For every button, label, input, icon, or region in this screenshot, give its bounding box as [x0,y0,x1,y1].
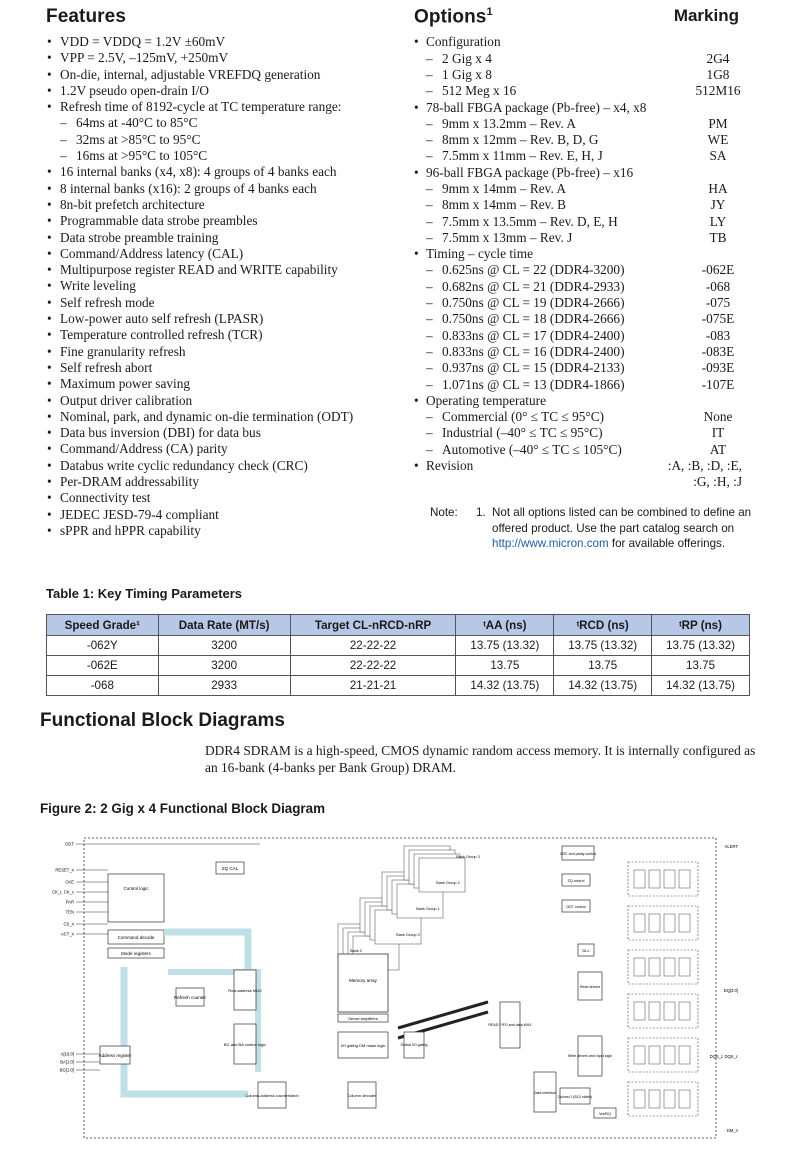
table-header-cell: Data Rate (MT/s) [158,615,290,636]
option-marking: -075 [705,295,731,311]
option-subitem [414,295,744,311]
option-subitem [414,67,744,83]
option-marking [692,34,744,50]
table-header-cell: ᵗRCD (ns) [554,615,652,636]
option-marking [692,393,744,409]
driver-element [634,958,645,976]
option-marking: HA [708,181,728,196]
driver-element [649,1046,660,1064]
table-cell: 13.75 [456,656,554,676]
option-subitem [414,262,744,278]
option-subitem [414,83,744,99]
option-marking: -062E [701,262,735,278]
output-alert: ALERT [724,844,738,849]
table-row [47,656,750,676]
sense-amps-label: Sense amplifiers [348,1016,378,1021]
functional-block-heading: Functional Block Diagrams [40,710,285,731]
input-label: CS_n [63,921,74,927]
memory-array-label: Memory array [349,978,377,983]
note-label: Note: [430,506,458,519]
output-dm: DM_n [726,1128,738,1133]
bg-ba-logic-label: BG and BA control logic [223,1042,267,1047]
option-marking: -068 [705,278,731,294]
features-section [46,6,416,539]
feature-item: • Write leveling [46,278,416,294]
option-marking: LY [709,213,727,229]
table-cell: 13.75 (13.32) [456,636,554,656]
option-text: – Automotive (–40° ≤ TC ≤ 105°C) [442,441,622,457]
feature-item: • Temperature controlled refresh (TCR) [46,327,416,343]
global-io-label: Global I/O gating [400,1043,428,1047]
output-dqs: DQS_t, DQS_c [709,1054,738,1059]
table-cell: 22-22-22 [290,656,456,676]
table-cell: 14.32 (13.75) [652,676,750,696]
key-timing-table [46,614,750,696]
option-text: • 96-ball FBGA package (Pb-free) – x16 [426,164,634,180]
feature-subitem: – 64ms at -40°C to 85°C [46,115,416,131]
table-header-cell: ᵗRP (ns) [652,615,750,636]
option-marking [692,246,744,262]
option-subitem [414,51,744,67]
option-text: – 7.5mm x 13mm – Rev. J [442,229,573,245]
option-item [414,34,744,50]
row-mux-label: Row-address MUX [228,988,262,993]
features-heading: Features [46,6,127,27]
read-fifo-label: READ FIFO and data MUX [488,1023,532,1027]
feature-item: • 8n-bit prefetch architecture [46,197,416,213]
option-marking: 1G8 [706,66,730,82]
driver-element [649,1002,660,1020]
table-header-cell: Speed Grade¹ [47,615,159,636]
write-drivers-label: Write drivers and input logic [567,1054,613,1058]
driver-element [679,1046,690,1064]
option-item [414,458,744,491]
table-title: Table 1: Key Timing Parameters [46,586,243,601]
feature-item: • Fine granularity refresh [46,344,416,360]
option-subitem [414,279,744,295]
table-cell: 13.75 [554,656,652,676]
feature-item: • Databus write cyclic redundancy check (CRC) [46,458,416,474]
option-text: – 0.750ns @ CL = 19 (DDR4-2666) [442,295,625,311]
bank-label: Bank Group 2 [436,881,460,885]
table-cell: 3200 [158,656,290,676]
option-marking: PM [708,115,728,131]
table-header-row [47,615,750,636]
table-cell: -062Y [47,636,159,656]
driver-element [634,870,645,888]
table-cell: 14.32 (13.75) [554,676,652,696]
input-label: PAR [65,899,74,905]
table-cell: 22-22-22 [290,636,456,656]
option-marking: IT [711,425,725,441]
marking-heading: Marking [673,6,739,25]
feature-item: • Connectivity test [46,490,416,506]
option-marking: -083 [705,327,731,343]
input-label: ACT_n [60,931,74,937]
option-text: – 0.833ns @ CL = 17 (DDR4-2400) [442,327,625,343]
feature-item: • Data strobe preamble training [46,230,416,246]
dll-label: DLL [582,948,590,953]
zq-control-label: ZQ control [567,879,585,883]
figure-title: Figure 2: 2 Gig x 4 Functional Block Diagram [40,801,325,816]
options-title-footnote: 1 [486,6,493,18]
input-label: ODT [65,841,74,847]
note-text-tail: for available offerings. [611,537,726,550]
table-body [47,636,750,696]
option-marking: -107E [701,376,735,392]
options-title: Options [414,6,487,28]
read-drivers-label: Read drivers [579,985,601,989]
option-text: – 1 Gig x 8 [442,66,492,82]
option-text: • 78-ball FBGA package (Pb-free) – x4, x8 [426,99,647,115]
table-cell: 21-21-21 [290,676,456,696]
option-text: – 7.5mm x 13.5mm – Rev. D, E, H [442,213,618,229]
input-label: BA[1:0] [60,1059,74,1065]
option-subitem [414,230,744,246]
driver-element [634,1046,645,1064]
table-cell: -068 [47,676,159,696]
option-marking: -083E [701,343,735,359]
column2-label: Column 2 (BC4 nibble) [557,1095,593,1099]
options-note [430,505,770,552]
driver-element [664,914,675,932]
feature-item: • 1.2V pseudo open-drain I/O [46,83,416,99]
note-text-body: Not all options listed can be combined to define an offered product. Use the part catalog search on [492,506,752,535]
input-label: CK_t, CK_c [52,889,74,895]
option-subitem [414,148,744,164]
option-item [414,100,744,116]
zq-cal-label: ZQ CAL [221,866,239,871]
option-text: – Industrial (–40° ≤ TC ≤ 95°C) [442,425,603,441]
option-subitem [414,328,744,344]
option-marking: 2G4 [706,50,730,66]
memory-array-block [338,954,388,1012]
feature-item: • Programmable data strobe preambles [46,213,416,229]
options-heading [414,6,493,28]
feature-item: • 8 internal banks (x16): 2 groups of 4 banks each [46,181,416,197]
table-cell: 13.75 (13.32) [652,636,750,656]
option-subitem [414,214,744,230]
feature-item: • Low-power auto self refresh (LPASR) [46,311,416,327]
option-text: • Operating temperature [426,392,546,408]
option-text: – 1.071ns @ CL = 13 (DDR4-1866) [442,376,625,392]
driver-element [649,870,660,888]
driver-element [634,1090,645,1108]
feature-item: • sPPR and hPPR capability [46,523,416,539]
option-text: • Revision [426,458,474,474]
option-marking: AT [709,441,727,457]
column-counter-label: Column-address counter/latch [245,1093,299,1098]
vref-label: VrefDQ [599,1112,611,1116]
option-text: – 512 Meg x 16 [442,83,517,99]
control-logic-label: Control logic [123,886,149,891]
feature-item: • Command/Address latency (CAL) [46,246,416,262]
option-marking [692,100,744,116]
data-interface-label: Data interface [533,1091,557,1095]
option-marking [692,165,744,181]
refresh-counter-label: Refresh counter [173,995,207,1000]
column-decoder-label: Column decoder [347,1093,377,1098]
feature-subitem: – 16ms at >95°C to 105°C [46,148,416,164]
input-label: A[16:0] [60,1051,74,1057]
option-subitem [414,344,744,360]
driver-element [664,1046,675,1064]
table-cell: 3200 [158,636,290,656]
option-marking: :A, :B, :D, :E, :G, :H, :J [667,458,742,490]
option-subitem [414,377,744,393]
option-marking: -075E [701,311,735,327]
feature-item: • Command/Address (CA) parity [46,441,416,457]
note-number: 1. [476,506,486,519]
driver-element [679,958,690,976]
option-text: – 2 Gig x 4 [442,50,492,66]
functional-description: DDR4 SDRAM is a high-speed, CMOS dynamic random access memory. It is internally configured as an 16-bank (4-banks per Bank Group) DRAM. [205,743,756,775]
feature-item: • JEDEC JESD-79-4 compliant [46,507,416,523]
option-item [414,165,744,181]
feature-item: • VPP = 2.5V, –125mV, +250mV [46,50,416,66]
option-text: – 7.5mm x 11mm – Rev. E, H, J [442,148,603,164]
feature-subitem: – 32ms at >85°C to 95°C [46,132,416,148]
feature-item: • On-die, internal, adjustable VREFDQ generation [46,67,416,83]
options-header [414,6,739,34]
options-section [414,6,754,491]
option-subitem [414,311,744,327]
driver-element [649,958,660,976]
input-label: CKE [65,879,74,885]
option-text: • Timing – cycle time [426,246,533,262]
feature-item: • Data bus inversion (DBI) for data bus [46,425,416,441]
option-marking: None [703,409,733,425]
address-register-label: Address register [98,1053,132,1058]
driver-element [664,1002,675,1020]
note-text [492,505,770,552]
input-label: RESET_n [55,867,74,873]
io-gating-label: I/O gating DM mask logic [340,1043,386,1048]
option-item [414,246,744,262]
option-item [414,393,744,409]
io-driver-cells [628,862,698,1116]
table-header-cell: ᵗAA (ns) [456,615,554,636]
feature-item: • Refresh time of 8192-cycle at TC temperature range: [46,99,416,115]
option-subitem [414,116,744,132]
driver-element [664,1090,675,1108]
feature-item: • 16 internal banks (x4, x8): 4 groups of 4 banks each [46,164,416,180]
driver-element [679,1002,690,1020]
feature-item: • Nominal, park, and dynamic on-die termination (ODT) [46,409,416,425]
option-marking: JY [710,197,726,213]
option-subitem [414,181,744,197]
features-list [46,34,416,539]
mode-registers-label: Mode registers [121,951,151,956]
option-text: – Commercial (0° ≤ TC ≤ 95°C) [442,409,604,425]
crc-parity-label: CRC and parity control [559,852,597,856]
option-text: – 0.682ns @ CL = 21 (DDR4-2933) [442,278,625,294]
table-cell: 2933 [158,676,290,696]
feature-item: • Self refresh mode [46,295,416,311]
option-marking: 512M16 [695,83,741,99]
option-text: – 8mm x 12mm – Rev. B, D, G [442,132,599,148]
option-subitem [414,425,744,441]
bank-label: Bank Group 1 [416,907,440,911]
feature-item: • Maximum power saving [46,376,416,392]
feature-item: • Multipurpose register READ and WRITE capability [46,262,416,278]
option-text: – 9mm x 13.2mm – Rev. A [442,115,576,131]
option-marking: SA [709,148,727,164]
table-cell: 13.75 (13.32) [554,636,652,656]
driver-element [679,1090,690,1108]
table-header-cell: Target CL-nRCD-nRP [290,615,456,636]
option-subitem [414,360,744,376]
table-row [47,676,750,696]
option-marking: -093E [701,360,735,376]
option-marking: TB [709,229,727,245]
driver-element [664,870,675,888]
odt-control-label: ODT control [566,905,586,909]
feature-item: • Per-DRAM addressability [46,474,416,490]
option-subitem [414,197,744,213]
control-logic-block [108,874,164,922]
option-text: – 9mm x 14mm – Rev. A [442,181,566,196]
output-dq: DQ[3:0] [723,988,738,993]
feature-item: • VDD = VDDQ = 1.2V ±60mV [46,34,416,50]
option-text: – 0.625ns @ CL = 22 (DDR4-3200) [442,262,625,278]
driver-element [679,870,690,888]
driver-element [664,958,675,976]
option-subitem [414,132,744,148]
table-cell: 13.75 [652,656,750,676]
bank-label: Bank Group 0 [396,933,420,937]
micron-link[interactable]: http://www.micron.com [492,537,609,550]
table-row [47,636,750,656]
input-label: BG[1:0] [59,1067,74,1073]
option-text: – 0.750ns @ CL = 18 (DDR4-2666) [442,311,625,327]
bank-label: Bank Group 3 [456,855,480,859]
option-text: – 8mm x 14mm – Rev. B [442,197,566,213]
option-text: – 0.937ns @ CL = 15 (DDR4-2133) [442,360,625,376]
input-label: TEN [65,909,74,915]
feature-item: • Output driver calibration [46,393,416,409]
option-subitem [414,442,744,458]
option-subitem [414,409,744,425]
address-bus [124,967,248,1094]
driver-element [634,914,645,932]
bank-label: Bank 0 [350,949,362,953]
options-list [414,34,744,490]
feature-item: • Self refresh abort [46,360,416,376]
driver-element [649,914,660,932]
driver-element [679,914,690,932]
option-text: – 0.833ns @ CL = 16 (DDR4-2400) [442,343,625,359]
driver-element [634,1002,645,1020]
functional-block-diagram [48,832,748,1152]
command-decode-label: Command decode [117,935,155,940]
bank-array [419,858,465,892]
option-text: • Configuration [426,34,501,50]
driver-element [649,1090,660,1108]
table-cell: 14.32 (13.75) [456,676,554,696]
option-marking: WE [707,132,729,148]
table-cell: -062E [47,656,159,676]
